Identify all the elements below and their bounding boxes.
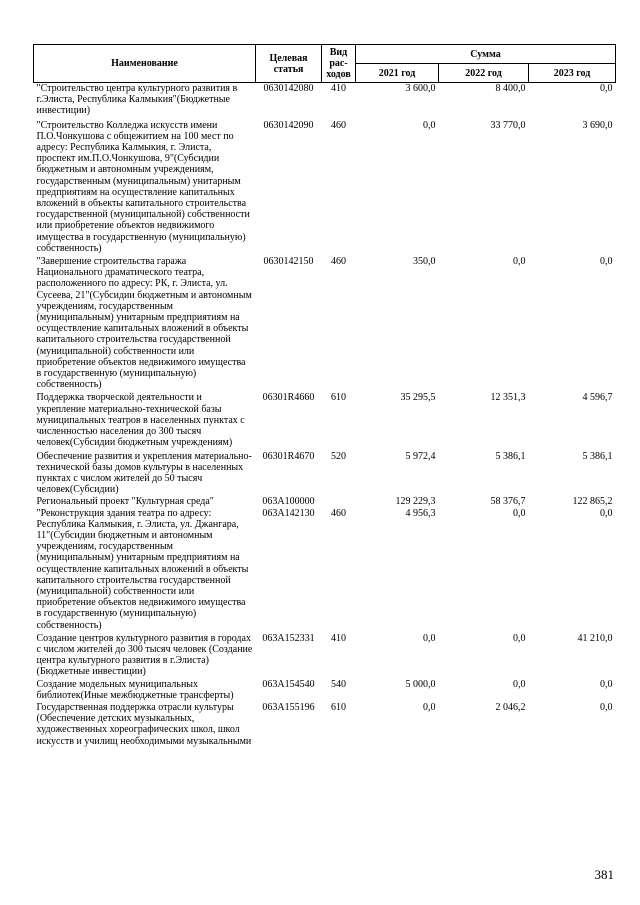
row-sum-2022: 12 351,3 [490, 392, 526, 404]
row-sum-2023: 0,0 [600, 256, 613, 268]
row-sum-2022: 0,0 [513, 256, 526, 268]
row-target-code: 063A100000 [262, 496, 315, 508]
row-sum-2021: 4 956,3 [405, 507, 436, 519]
row-sum-2021: 350,0 [413, 256, 436, 268]
row-sum-2023: 0,0 [600, 701, 613, 713]
row-sum-2023: 5 386,1 [582, 450, 613, 462]
row-target-code: 063A155196 [262, 701, 315, 713]
row-expense-type: 410 [331, 83, 346, 94]
row-expense-type: 610 [331, 701, 346, 713]
row-name: Создание модельных муниципальных библиотек(Иные межбюджетные трансферты) [36, 678, 234, 701]
row-sum-2023: 3 690,0 [582, 119, 613, 131]
row-name: Обеспечение развития и укрепления материально-технической базы домов культуры в населенных пунктах с числом жителей до 50 тысяч человек(Субсидии) [36, 450, 252, 496]
row-expense-type: 460 [331, 119, 346, 131]
row-target-code: 0630142080 [263, 83, 314, 94]
row-sum-2021: 5 972,4 [405, 450, 436, 462]
row-target-code: 0630142150 [263, 256, 314, 268]
row-expense-type: 460 [331, 507, 346, 519]
row-sum-2023: 122 865,2 [572, 496, 613, 508]
row-name: Государственная поддержка отрасли культуры (Обеспечение детских музыкальных, художественных хореографических школ, школ искусств и училищ необходимыми музыкальными [36, 701, 252, 747]
row-target-code: 063A152331 [262, 632, 315, 644]
row-name: "Строительство Колледжа искусств имени П.О.Чонкушова с общежитием на 100 мест по адресу: Республика Калмыкия, г. Элиста, проспект им.П.О.Чонкушова, 9"(Субсидии бюджетным и автономным учреждениям, государственным (муниципальным) унитарным предприятиям на осуществление капитальных вложений в объекты капитального строительства государственной (муниципальной) собственности или приобретение объектов недвижимого имущества в государственную (муниципальную) собственность) [36, 119, 250, 254]
row-name: Создание центров культурного развития в городах с числом жителей до 300 тысяч человек (Создание центра культурного развития в г.Элиста)(Бюджетные инвестиции) [36, 632, 253, 678]
row-sum-2023: 0,0 [600, 83, 613, 94]
row-target-code: 0630142090 [263, 119, 314, 131]
row-expense-type: 610 [331, 392, 346, 404]
row-sum-2022: 0,0 [513, 507, 526, 519]
row-sum-2023: 0,0 [600, 678, 613, 690]
table-body [34, 83, 616, 747]
header-year-2022: 2022 год [439, 64, 529, 83]
table-row [34, 496, 616, 507]
row-sum-2021: 3 600,0 [405, 83, 436, 94]
row-sum-2021: 5 000,0 [405, 678, 436, 690]
row-name: Региональный проект "Культурная среда" [36, 496, 214, 508]
row-sum-2022: 0,0 [513, 632, 526, 644]
row-sum-2022: 5 386,1 [495, 450, 526, 462]
row-sum-2023: 4 596,7 [582, 392, 613, 404]
table-header [34, 45, 616, 83]
row-sum-2022: 8 400,0 [495, 83, 526, 94]
row-target-code: 06301R4660 [262, 392, 315, 404]
row-expense-type: 460 [331, 256, 346, 268]
row-sum-2021: 35 295,5 [400, 392, 436, 404]
page-number: 381 [594, 867, 614, 882]
table-row [34, 256, 616, 392]
table-row [34, 451, 616, 497]
row-sum-2021: 0,0 [423, 632, 436, 644]
row-name: Поддержка творческой деятельности и укрепление материально-технической базы муниципальных театров в населенных пунктах с численностью населения до 300 тысяч человек(Субсидии бюджетным учреждениям) [36, 392, 245, 449]
row-expense-type [322, 496, 356, 507]
row-expense-type: 520 [331, 450, 346, 462]
table-row [34, 120, 616, 256]
header-type: Вид рас-ходов [322, 45, 356, 83]
row-sum-2023: 41 210,0 [577, 632, 613, 644]
table-row [34, 702, 616, 747]
header-year-2021: 2021 год [356, 64, 439, 83]
row-sum-2022: 2 046,2 [495, 701, 526, 713]
table-row [34, 508, 616, 633]
table-row [34, 392, 616, 450]
row-target-code: 063A154540 [262, 678, 315, 690]
budget-table [33, 44, 616, 747]
row-sum-2021: 129 229,3 [395, 496, 436, 508]
row-sum-2022: 33 770,0 [490, 119, 526, 131]
header-name: Наименование [34, 45, 256, 83]
row-sum-2021: 0,0 [423, 701, 436, 713]
row-sum-2022: 0,0 [513, 678, 526, 690]
table-row [34, 633, 616, 679]
row-sum-2023: 0,0 [600, 507, 613, 519]
table-row [34, 83, 616, 120]
header-sum: Сумма [356, 45, 616, 64]
row-target-code: 06301R4670 [262, 450, 315, 462]
row-name: "Завершение строительства гаража Национального драматического театра, расположенного по адресу: РК, г. Элиста, ул. Сусеева, 21"(Субсидии бюджетным и автономным учреждениям, государственным (муниципальным) унитарным предприятиям на осуществление капитальных вложений в объекты капитального строительства государственной (муниципальной) собственности или приобретение объектов недвижимого имущества в государственную (муниципальную) собственность) [36, 256, 252, 391]
row-target-code: 063A142130 [262, 507, 315, 519]
row-expense-type: 540 [331, 678, 346, 690]
row-expense-type: 410 [331, 632, 346, 644]
row-sum-2021: 0,0 [423, 119, 436, 131]
row-name: "Реконструкция здания театра по адресу: Республика Калмыкия, г. Элиста, ул. Джангара, 11"(Субсидии бюджетным и автономным учреждениям, государственным (муниципальным) унитарным предприятиям на осуществление капитальных вложений в объекты капитального строительства государственной (муниципальной) собственности или приобретение объектов недвижимого имущества в государственную (муниципальную) собственность) [36, 507, 249, 631]
header-target: Целевая статья [256, 45, 322, 83]
row-sum-2022: 58 376,7 [490, 496, 526, 508]
table-row [34, 679, 616, 702]
header-year-2023: 2023 год [529, 64, 616, 83]
row-name: "Строительство центра культурного развития в г.Элиста, Республика Калмыкия"(Бюджетные инвестиции) [36, 83, 238, 117]
